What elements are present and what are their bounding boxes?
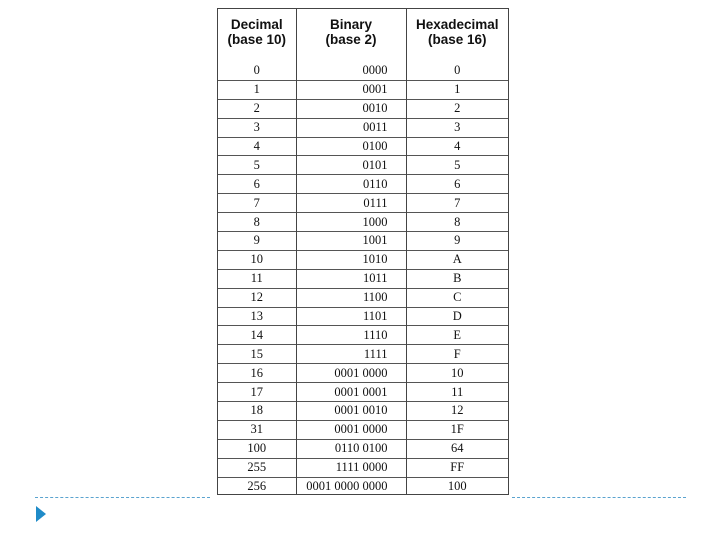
- binary-cell: 1010: [296, 250, 406, 269]
- decimal-cell: 100: [218, 439, 296, 458]
- binary-cell: 1000: [296, 213, 406, 232]
- hex-cell: A: [406, 250, 508, 269]
- decimal-cell: 17: [218, 383, 296, 402]
- binary-cell: 0111: [296, 194, 406, 213]
- header-binary-line2: (base 2): [325, 32, 377, 47]
- hex-cell: 64: [406, 439, 508, 458]
- table-row: [218, 62, 508, 80]
- hex-cell: 6: [406, 175, 508, 194]
- binary-cell: 0110 0100: [296, 439, 406, 458]
- table-row: [218, 250, 508, 269]
- header-hex-line2: (base 16): [427, 32, 487, 47]
- binary-cell: 0001: [296, 80, 406, 99]
- binary-cell: 1001: [296, 232, 406, 251]
- hex-cell: 10: [406, 364, 508, 383]
- hex-cell: 9: [406, 232, 508, 251]
- table-row: [218, 326, 508, 345]
- binary-cell: 0110: [296, 175, 406, 194]
- binary-cell: 0001 0000 0000: [296, 477, 406, 495]
- hex-cell: 1: [406, 80, 508, 99]
- conversion-table-frame: [217, 8, 509, 495]
- hex-cell: C: [406, 288, 508, 307]
- table-row: [218, 439, 508, 458]
- header-binary: [296, 9, 406, 62]
- table-row: [218, 156, 508, 175]
- binary-cell: 0001 0000: [296, 364, 406, 383]
- hex-cell: 11: [406, 383, 508, 402]
- decimal-cell: 256: [218, 477, 296, 495]
- table-row: [218, 477, 508, 495]
- header-decimal-line2: (base 10): [227, 32, 287, 47]
- binary-cell: 0011: [296, 118, 406, 137]
- binary-cell: 0001 0001: [296, 383, 406, 402]
- decimal-cell: 1: [218, 80, 296, 99]
- binary-cell: 1111: [296, 345, 406, 364]
- decimal-cell: 9: [218, 232, 296, 251]
- header-hexadecimal: [406, 9, 508, 62]
- decimal-cell: 255: [218, 458, 296, 477]
- decimal-cell: 8: [218, 213, 296, 232]
- table-row: [218, 364, 508, 383]
- decimal-cell: 15: [218, 345, 296, 364]
- table-row: [218, 118, 508, 137]
- binary-cell: 1011: [296, 269, 406, 288]
- table-row: [218, 420, 508, 439]
- decimal-cell: 16: [218, 364, 296, 383]
- hex-cell: 3: [406, 118, 508, 137]
- hex-cell: FF: [406, 458, 508, 477]
- hex-cell: F: [406, 345, 508, 364]
- hex-cell: E: [406, 326, 508, 345]
- table-row: [218, 458, 508, 477]
- hex-cell: 2: [406, 99, 508, 118]
- decimal-cell: 31: [218, 420, 296, 439]
- hex-cell: 4: [406, 137, 508, 156]
- table-row: [218, 80, 508, 99]
- decimal-cell: 5: [218, 156, 296, 175]
- right-dashed-rule: [512, 497, 686, 498]
- header-decimal: [218, 9, 296, 62]
- table-row: [218, 383, 508, 402]
- table-row: [218, 402, 508, 421]
- table-row: [218, 288, 508, 307]
- binary-cell: 1111 0000: [296, 458, 406, 477]
- hex-cell: D: [406, 307, 508, 326]
- table-row: [218, 175, 508, 194]
- decimal-cell: 12: [218, 288, 296, 307]
- decimal-cell: 11: [218, 269, 296, 288]
- hex-cell: B: [406, 269, 508, 288]
- table-row: [218, 307, 508, 326]
- header-decimal-line1: Decimal: [230, 17, 283, 32]
- decimal-cell: 13: [218, 307, 296, 326]
- hex-cell: 5: [406, 156, 508, 175]
- decimal-cell: 0: [253, 63, 260, 78]
- table-row: [218, 213, 508, 232]
- binary-cell: 0000: [296, 62, 406, 80]
- binary-cell: 0100: [296, 137, 406, 156]
- binary-cell: 0010: [296, 99, 406, 118]
- binary-cell: 1110: [296, 326, 406, 345]
- hex-cell: 1F: [406, 420, 508, 439]
- decimal-cell: 4: [218, 137, 296, 156]
- binary-cell: 1100: [296, 288, 406, 307]
- left-dashed-rule: [35, 497, 210, 498]
- triangle-bullet-icon: [36, 506, 46, 522]
- table-row: [218, 194, 508, 213]
- decimal-cell: 14: [218, 326, 296, 345]
- binary-cell: 0001 0010: [296, 402, 406, 421]
- table-row: [218, 345, 508, 364]
- table-body: [218, 62, 508, 495]
- binary-cell: 1101: [296, 307, 406, 326]
- hex-cell: 12: [406, 402, 508, 421]
- decimal-cell: 18: [218, 402, 296, 421]
- decimal-cell: 7: [218, 194, 296, 213]
- table-header-row: [218, 9, 508, 62]
- header-hex-line1: Hexadecimal: [415, 17, 499, 32]
- binary-cell: 0101: [296, 156, 406, 175]
- header-binary-line1: Binary: [329, 17, 373, 32]
- decimal-cell: 10: [218, 250, 296, 269]
- hex-cell: 0: [406, 62, 508, 80]
- hex-cell: 7: [406, 194, 508, 213]
- hex-cell: 100: [406, 477, 508, 495]
- table-row: [218, 99, 508, 118]
- hex-cell: 8: [406, 213, 508, 232]
- decimal-cell: 6: [218, 175, 296, 194]
- decimal-cell: 2: [218, 99, 296, 118]
- binary-cell: 0001 0000: [296, 420, 406, 439]
- table-row: [218, 232, 508, 251]
- table-row: [218, 137, 508, 156]
- number-base-table: [218, 9, 508, 495]
- table-row: [218, 269, 508, 288]
- decimal-cell: 3: [218, 118, 296, 137]
